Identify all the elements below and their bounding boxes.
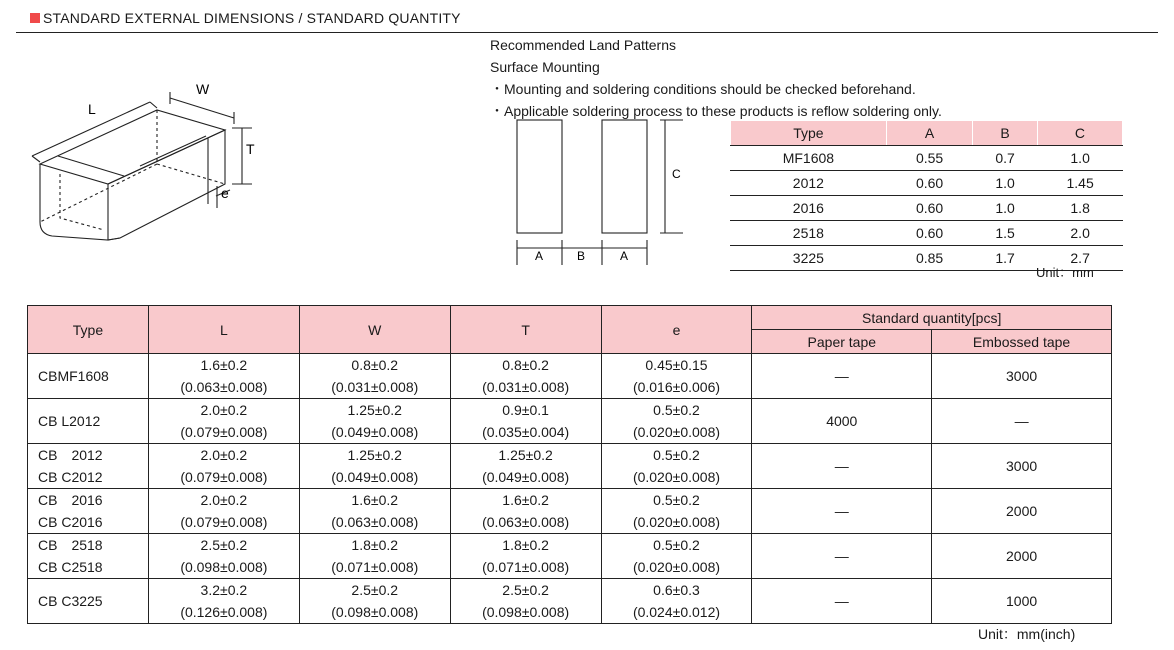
land-table-row: [731, 221, 1123, 246]
cell-line: CB C3225: [38, 593, 103, 609]
land-pattern-drawing: [505, 110, 695, 275]
table-cell: [932, 534, 1112, 579]
land-table-row: [731, 196, 1123, 221]
land-cell: 2016: [731, 196, 887, 221]
chip-dimension-drawing: [20, 72, 280, 252]
table-row: [28, 579, 1112, 624]
cell-line: —: [834, 593, 849, 609]
cell-line: (0.063±0.008): [180, 379, 268, 395]
cell-line: (0.071±0.008): [331, 559, 419, 575]
cell-line: (0.126±0.008): [180, 604, 268, 620]
land-cell: 0.7: [973, 146, 1037, 171]
table-row: [28, 399, 1112, 444]
cell-line: 1.6±0.2: [502, 492, 549, 508]
land-cell: 2012: [731, 171, 887, 196]
table-cell: [148, 579, 299, 624]
header-standard-quantity: Standard quantity[pcs]: [752, 306, 1112, 330]
table-cell: [601, 354, 752, 399]
cell-line: 0.5±0.2: [653, 402, 700, 418]
land-label-A-right: A: [620, 249, 629, 263]
land-cell: MF1608: [731, 146, 887, 171]
cell-line: 0.8±0.2: [351, 357, 399, 373]
table-cell: [148, 354, 299, 399]
land-cell: 1.5: [973, 221, 1037, 246]
table-row: [28, 444, 1112, 489]
cell-line: (0.031±0.008): [331, 379, 419, 395]
dimensions-table-unit: Unit：mm(inch): [978, 626, 1076, 642]
land-pattern-table: [730, 120, 1123, 271]
table-cell: [601, 579, 752, 624]
land-label-C: C: [672, 167, 681, 181]
table-cell: [148, 534, 299, 579]
table-cell: [148, 489, 299, 534]
notes-heading: Recommended Land Patterns: [490, 37, 676, 53]
header-paper-tape: Paper tape: [752, 330, 932, 354]
notes-bullet-1: ・Mounting and soldering conditions should be checked beforehand.: [490, 81, 916, 97]
cell-line: 2.0±0.2: [200, 402, 248, 418]
land-header-c: C: [1037, 121, 1122, 146]
cell-line: CB C2016: [38, 514, 103, 530]
land-cell: 1.45: [1037, 171, 1122, 196]
cell-line: CB C2518: [38, 559, 103, 575]
land-cell: 1.8: [1037, 196, 1122, 221]
land-cell: 2.7: [1037, 246, 1122, 271]
table-cell: [299, 444, 450, 489]
table-cell: [752, 579, 932, 624]
table-cell: [299, 579, 450, 624]
land-table-row: [731, 171, 1123, 196]
cell-line: (0.071±0.008): [482, 559, 570, 575]
cell-line: CB 2518: [38, 537, 103, 553]
cell-line: —: [834, 368, 849, 384]
cell-line: 0.6±0.3: [653, 582, 700, 598]
table-cell: [28, 489, 149, 534]
header-t: T: [450, 306, 601, 354]
dim-label-W: W: [196, 81, 210, 97]
cell-line: 1.6±0.2: [351, 492, 399, 508]
cell-line: 4000: [826, 413, 858, 429]
table-cell: [450, 444, 601, 489]
table-cell: [932, 579, 1112, 624]
cell-line: —: [834, 503, 849, 519]
cell-line: 2.5±0.2: [200, 537, 248, 553]
table-cell: [28, 534, 149, 579]
land-label-B: B: [577, 249, 586, 263]
land-cell: 0.55: [886, 146, 973, 171]
table-cell: [28, 354, 149, 399]
table-cell: [450, 354, 601, 399]
cell-line: (0.098±0.008): [180, 559, 268, 575]
cell-line: 1.8±0.2: [351, 537, 399, 553]
land-cell: 0.60: [886, 221, 973, 246]
table-cell: [601, 444, 752, 489]
section-title: STANDARD EXTERNAL DIMENSIONS / STANDARD QUANTITY: [30, 10, 461, 26]
cell-line: (0.079±0.008): [180, 424, 268, 440]
cell-line: 1.25±0.2: [347, 447, 402, 463]
cell-line: 2.0±0.2: [200, 447, 248, 463]
cell-line: 1.6±0.2: [200, 357, 248, 373]
cell-line: —: [1014, 413, 1029, 429]
table-cell: [450, 399, 601, 444]
land-header-a: A: [886, 121, 973, 146]
land-cell: 1.0: [1037, 146, 1122, 171]
cell-line: CB L2012: [38, 413, 101, 429]
table-cell: [752, 489, 932, 534]
land-cell: 1.0: [973, 171, 1037, 196]
table-cell: [601, 399, 752, 444]
table-cell: [752, 354, 932, 399]
cell-line: (0.079±0.008): [180, 514, 268, 530]
cell-line: (0.035±0.004): [482, 424, 570, 440]
land-header-type: Type: [731, 121, 887, 146]
table-cell: [932, 489, 1112, 534]
cell-line: —: [834, 458, 849, 474]
cell-line: (0.098±0.008): [482, 604, 570, 620]
table-cell: [28, 399, 149, 444]
table-cell: [299, 354, 450, 399]
title-divider: [16, 32, 1158, 33]
notes-subheading: Surface Mounting: [490, 59, 600, 75]
header-e: e: [601, 306, 752, 354]
table-cell: [601, 534, 752, 579]
land-cell: 0.60: [886, 196, 973, 221]
table-cell: [932, 399, 1112, 444]
cell-line: (0.020±0.008): [632, 424, 721, 440]
land-cell: 1.0: [973, 196, 1037, 221]
table-cell: [932, 354, 1112, 399]
table-cell: [752, 399, 932, 444]
cell-line: 1000: [1006, 593, 1038, 609]
cell-line: (0.098±0.008): [331, 604, 419, 620]
land-table-unit: Unit：mm: [1036, 265, 1094, 280]
table-cell: [148, 399, 299, 444]
land-cell: 0.85: [886, 246, 973, 271]
table-cell: [450, 489, 601, 534]
table-cell: [450, 534, 601, 579]
land-header-b: B: [973, 121, 1037, 146]
land-cell: 0.60: [886, 171, 973, 196]
cell-line: 1.8±0.2: [502, 537, 549, 553]
dimensions-table: [27, 305, 1112, 624]
table-cell: [148, 444, 299, 489]
dimensions-header-row-1: [28, 306, 1112, 330]
cell-line: (0.063±0.008): [331, 514, 419, 530]
cell-line: CB 2016: [38, 492, 103, 508]
cell-line: (0.016±0.006): [632, 379, 721, 395]
cell-line: (0.049±0.008): [482, 469, 570, 485]
cell-line: 3000: [1006, 368, 1038, 384]
header-embossed-tape: Embossed tape: [932, 330, 1112, 354]
header-type: Type: [28, 306, 149, 354]
cell-line: 0.45±0.15: [645, 357, 708, 373]
table-cell: [299, 399, 450, 444]
land-cell: 2518: [731, 221, 887, 246]
header-w: W: [299, 306, 450, 354]
mounting-notes: [490, 34, 942, 122]
cell-line: (0.020±0.008): [632, 514, 721, 530]
cell-line: (0.031±0.008): [482, 379, 570, 395]
table-row: [28, 489, 1112, 534]
table-cell: [752, 444, 932, 489]
table-row: [28, 354, 1112, 399]
land-cell: 2.0: [1037, 221, 1122, 246]
cell-line: 2000: [1006, 503, 1038, 519]
table-cell: [28, 579, 149, 624]
cell-line: CBMF1608: [38, 368, 109, 384]
dim-label-L: L: [88, 101, 96, 117]
cell-line: 3.2±0.2: [200, 582, 248, 598]
cell-line: 2.0±0.2: [200, 492, 248, 508]
cell-line: (0.063±0.008): [482, 514, 570, 530]
table-cell: [601, 489, 752, 534]
cell-line: —: [834, 548, 849, 564]
land-table-header: [731, 121, 1123, 146]
header-l: L: [148, 306, 299, 354]
table-cell: [450, 579, 601, 624]
cell-line: 0.8±0.2: [502, 357, 549, 373]
cell-line: (0.079±0.008): [180, 469, 268, 485]
land-label-A-left: A: [535, 249, 544, 263]
table-cell: [932, 444, 1112, 489]
cell-line: (0.049±0.008): [331, 469, 419, 485]
table-cell: [752, 534, 932, 579]
table-cell: [299, 489, 450, 534]
red-square-icon: [30, 13, 40, 23]
cell-line: 1.25±0.2: [347, 402, 402, 418]
cell-line: 0.5±0.2: [653, 537, 700, 553]
cell-line: 2000: [1006, 548, 1038, 564]
cell-line: 0.5±0.2: [653, 447, 700, 463]
cell-line: 2.5±0.2: [502, 582, 549, 598]
table-cell: [299, 534, 450, 579]
land-cell: 1.7: [973, 246, 1037, 271]
table-cell: [28, 444, 149, 489]
table-row: [28, 534, 1112, 579]
cell-line: 2.5±0.2: [351, 582, 399, 598]
cell-line: CB 2012: [38, 447, 103, 463]
cell-line: (0.049±0.008): [331, 424, 419, 440]
cell-line: CB C2012: [38, 469, 103, 485]
dim-label-e: e: [221, 185, 229, 201]
cell-line: 0.5±0.2: [653, 492, 700, 508]
cell-line: 3000: [1006, 458, 1038, 474]
dim-label-T: T: [246, 141, 255, 157]
cell-line: 0.9±0.1: [502, 402, 549, 418]
land-cell: 3225: [731, 246, 887, 271]
notes-bullet-2: ・Applicable soldering process to these products is reflow soldering only.: [490, 103, 942, 119]
cell-line: (0.020±0.008): [632, 469, 721, 485]
cell-line: (0.020±0.008): [632, 559, 721, 575]
cell-line: (0.024±0.012): [632, 604, 721, 620]
land-table-row: [731, 146, 1123, 171]
cell-line: 1.25±0.2: [498, 447, 553, 463]
